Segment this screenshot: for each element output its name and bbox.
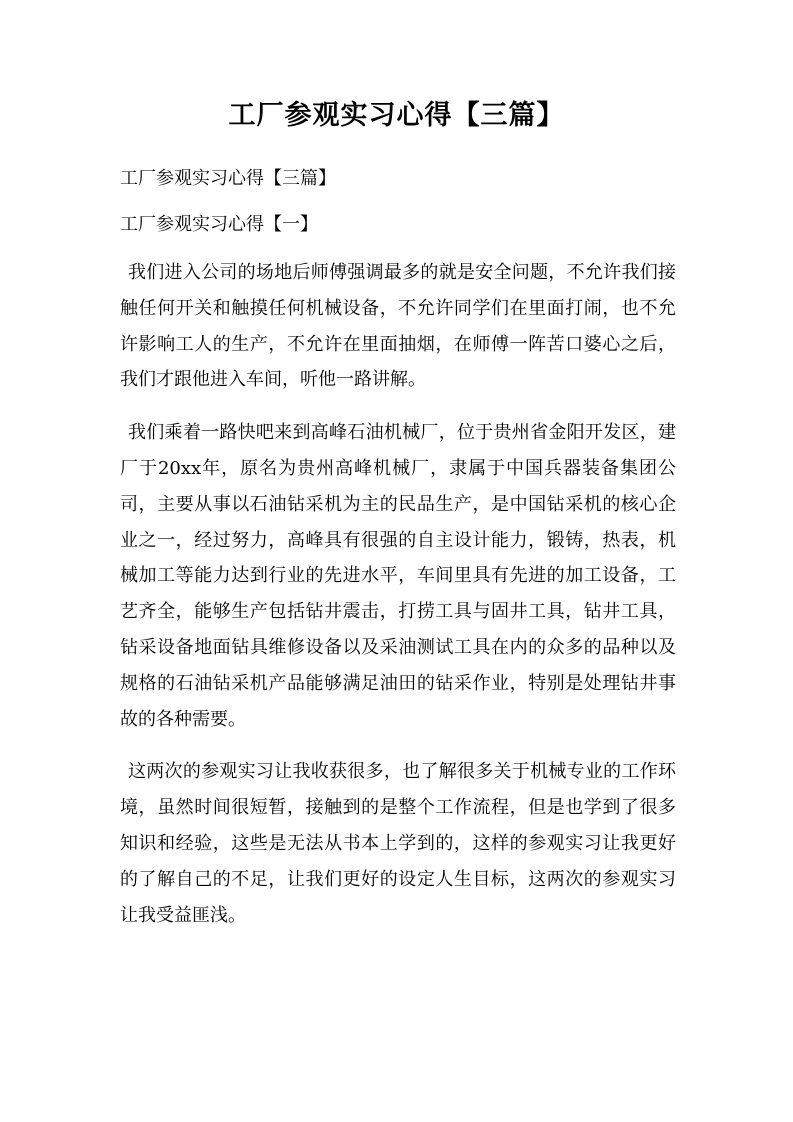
section-heading: 工厂参观实习心得【一】 [120,214,318,235]
paragraph-2: 我们乘着一路快吧来到高峰石油机械厂，位于贵州省金阳开发区，建厂于20xx年，原名为贵州高峰机械厂，隶属于中国兵器装备集团公司，主要从事以石油钻采机为主的民品生产，是中国钻采机的核心企业之一，经过努力，高峰具有很强的自主设计能力，锻铸，热表，机械加工等能力达到行业的先进水平，车间里具有先进的加工设备，工艺齐全，能够生产包括钻井震击，打捞工具与固井工具，钻井工具，钻采设备地面钻具维修设备以及采油测试工具在内的众多的品种以及规格的石油钻采机产品能够满足油田的钻采作业，特别是处理钻井事故的各种需要。 [120,422,676,730]
document-subtitle: 工厂参观实习心得【三篇】 [120,168,336,189]
document-title: 工厂参观实习心得【三篇】 [228,100,565,131]
document-body [120,163,676,950]
paragraph-3: 这两次的参观实习让我收获很多，也了解很多关于机械专业的工作环境，虽然时间很短暂，接触到的是整个工作流程，但是也学到了很多知识和经验，这些是无法从书本上学到的，这样的参观实习让我更好的了解自己的不足，让我们更好的设定人生目标，这两次的参观实习让我受益匪浅。 [120,761,676,926]
paragraph-1: 我们进入公司的场地后师傅强调最多的就是安全问题，不允许我们接触任何开关和触摸任何机械设备，不允许同学们在里面打闹，也不允许影响工人的生产，不允许在里面抽烟，在师傅一阵苦口婆心之后，我们才跟他进入车间，听他一路讲解。 [120,262,676,391]
